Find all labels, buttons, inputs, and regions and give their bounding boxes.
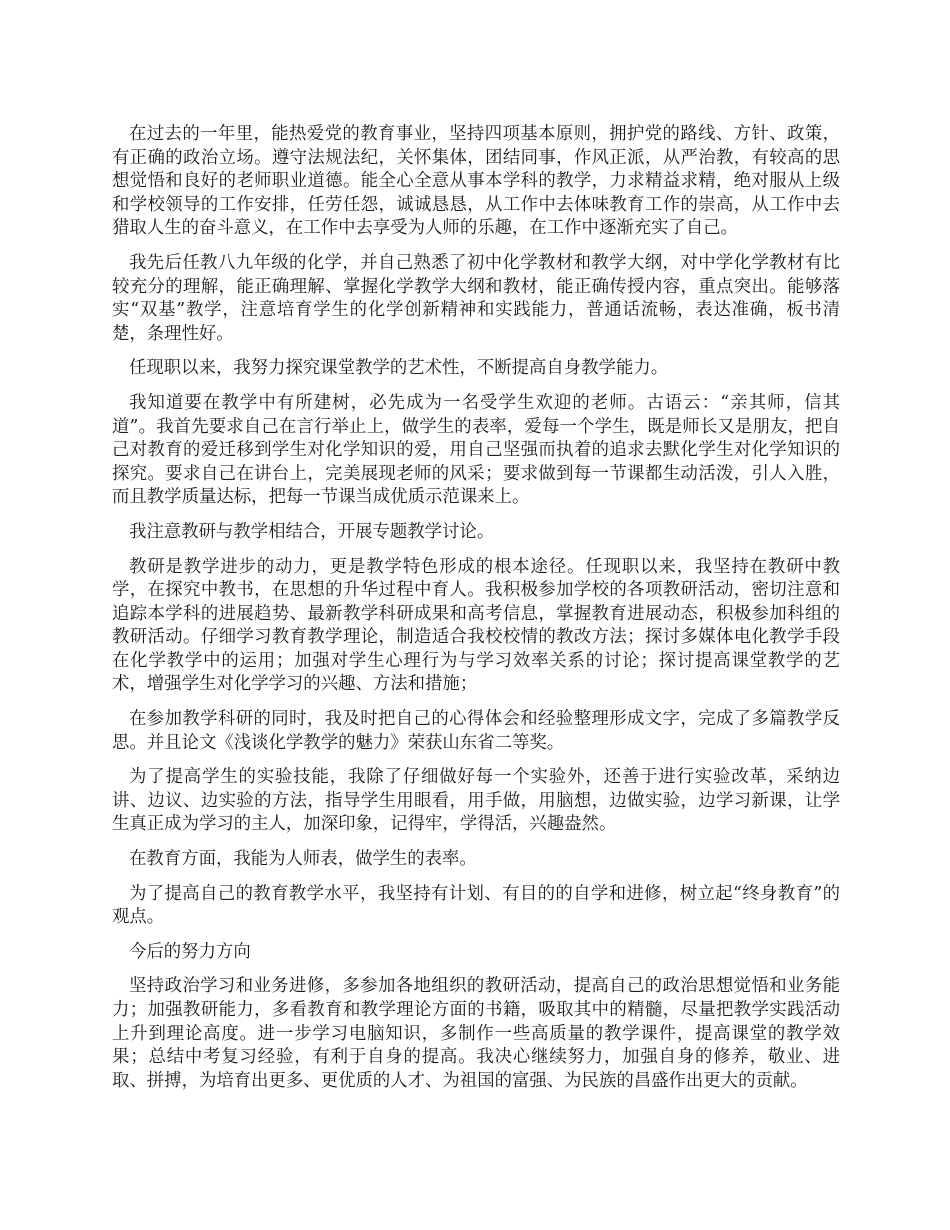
paragraph-8: 为了提高学生的实验技能，我除了仔细做好每一个实验外，还善于进行实验改革，采纳边讲、边议、边实验的方法，指导学生用眼看，用手做，用脑想，边做实验，边学习新课，让学生真正成为学习的主人，加深印象，记得牢，学得活，兴趣盎然。	[112, 767, 840, 835]
paragraph-10: 为了提高自己的教育教学水平，我坚持有计划、有目的的自学和进修，树立起“终身教育”的观点。	[112, 883, 840, 928]
paragraph-2: 我先后任教八九年级的化学，并自己熟悉了初中化学教材和教学大纲，对中学化学教材有比较充分的理解，能正确理解、掌握化学教学大纲和教材，能正确传授内容，重点突出。能够落实“双基”教学，注意培育学生的化学创新精神和实践能力，普通话流畅，表达准确，板书清楚，条理性好。	[112, 252, 840, 344]
paragraph-6: 教研是教学进步的动力，更是教学特色形成的根本途径。任现职以来，我坚持在教研中教学，在探究中教书，在思想的升华过程中育人。我积极参加学校的各项教研活动，密切注意和追踪本学科的进展趋势、最新教学科研成果和高考信息，掌握教育进展动态，积极参加科组的教研活动。仔细学习教育教学理论，制造适合我校校情的教改方法；探讨多媒体电化教学手段在化学教学中的运用；加强对学生心理行为与学习效率关系的讨论；探讨提高课堂教学的艺术，增强学生对化学学习的兴趣、方法和措施；	[112, 556, 840, 695]
paragraph-4: 我知道要在教学中有所建树，必先成为一名受学生欢迎的老师。古语云：“亲其师，信其道”。我首先要求自己在言行举止上，做学生的表率，爱每一个学生，既是师长又是朋友，把自己对教育的爱迁移到学生对化学知识的爱，用自己坚强而执着的追求去默化学生对化学知识的探究。要求自己在讲台上，完美展现老师的风采；要求做到每一节课都生动活泼，引人入胜，而且教学质量达标，把每一节课当成优质示范课来上。	[112, 392, 840, 508]
paragraph-3: 任现职以来，我努力探究课堂教学的艺术性，不断提高自身教学能力。	[129, 358, 669, 379]
paragraph-12: 坚持政治学习和业务进修，多参加各地组织的教研活动，提高自己的政治思想觉悟和业务能力；加强教研能力，多看教育和教学理论方面的书籍，吸取其中的精髓，尽量把教学实践活动上升到理论高度。进一步学习电脑知识，多制作一些高质量的教学课件，提高课堂的教学效果；总结中考复习经验，有利于自身的提高。我决心继续努力，加强自身的修养，敬业、进取、拼搏，为培育出更多、更优质的人才、为祖国的富强、为民族的昌盛作出更大的贡献。	[112, 976, 840, 1091]
document-body	[112, 123, 840, 1104]
paragraph-5: 我注意教研与教学相结合，开展专题教学讨论。	[129, 521, 495, 542]
paragraph-9: 在教育方面，我能为人师表，做学生的表率。	[129, 849, 477, 870]
paragraph-1: 在过去的一年里，能热爱党的教育事业，坚持四项基本原则，拥护党的路线、方针、政策，有正确的政治立场。遵守法规法纪，关怀集体，团结同事，作风正派，从严治教，有较高的思想觉悟和良好的老师职业道德。能全心全意从事本学科的教学，力求精益求精，绝对服从上级和学校领导的工作安排，任劳任怨，诚诚恳恳，从工作中去体味教育工作的崇高，从工作中去猎取人生的奋斗意义，在工作中去享受为人师的乐趣，在工作中逐渐充实了自己。	[112, 124, 840, 239]
section-heading: 今后的努力方向	[129, 941, 251, 962]
paragraph-7: 在参加教学科研的同时，我及时把自己的心得体会和经验整理形成文字，完成了多篇教学反思。并且论文《浅谈化学教学的魅力》荣获山东省二等奖。	[112, 709, 840, 753]
